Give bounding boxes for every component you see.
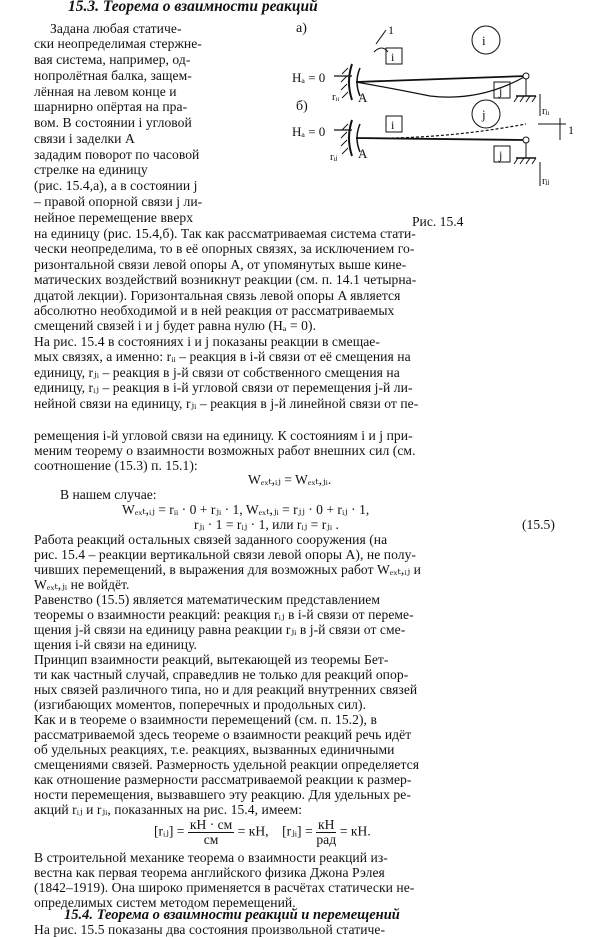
text-line: абсолютно необходимой и в ней реакция от рассматриваемых — [34, 303, 395, 318]
text-line: – правой опорной связи j ли- — [34, 194, 203, 209]
text-line: ризонтальной связи левой опоры A, от упомянутых выше кине- — [34, 257, 407, 272]
units-fraction-1 — [188, 818, 234, 847]
fig-i-box-a: i — [391, 50, 395, 64]
text-line: щения j-й связи на единицу равна реакции rⱼᵢ в j-й связи от сме- — [34, 622, 406, 637]
text-line: как отношение размерности рассматриваемой реакции к размер- — [34, 772, 412, 787]
section-heading-15-3: 15.3. Теорема о взаимности реакций — [68, 0, 318, 15]
text-line: соотношение (15.3) п. 15.1): — [34, 458, 198, 473]
text-line: об удельных реакциях, т.е. реакциях, вызванных единичными — [34, 742, 395, 757]
text-line: Wₑₓₜ,ⱼᵢ не войдёт. — [34, 577, 130, 592]
state-circle-i — [472, 26, 500, 54]
fig-state-i: i — [482, 33, 486, 48]
state-circle-j — [472, 100, 500, 128]
fraction-numerator: кН — [318, 817, 335, 832]
equation-work-equality: Wₑₓₜ,ᵢⱼ = Wₑₓₜ,ⱼᵢ. — [248, 472, 332, 487]
text-line: шарнирно опёртая на пра- — [34, 99, 188, 114]
units-equation — [154, 818, 371, 847]
figure-15-4 — [290, 16, 616, 230]
beam-a — [356, 76, 526, 82]
text-line: щения i-й связи на единицу. — [34, 637, 198, 652]
fig-state-j: j — [482, 107, 486, 122]
text-line: ных связей различного типа, но и для реакций внутренних связей — [34, 682, 418, 697]
fig-rjj: rⱼⱼ — [542, 175, 550, 187]
fig-rji: rⱼᵢ — [542, 105, 550, 117]
fig-label-A-a: A — [358, 90, 368, 105]
text-line: связи i заделки A — [34, 131, 135, 146]
fig-one-b: 1 — [568, 123, 574, 137]
text-line: дцатой лекции). Горизонтальная связь левой опоры A является — [34, 288, 401, 303]
fig-i-box-b: i — [391, 118, 395, 132]
text-line: На рис. 15.5 показаны два состояния произвольной статиче- — [34, 922, 386, 937]
text-line: ремещения i-й угловой связи на единицу. К состояниям i и j при- — [34, 428, 413, 443]
units-fraction-2 — [316, 818, 336, 847]
text-line: ски неопределимая стержне- — [34, 36, 202, 51]
text-line: вом. В состоянии i угловой — [34, 115, 192, 130]
text-line: единицу, rᵢⱼ – реакция в i-й угловой связи от перемещения j-й ли- — [34, 380, 413, 395]
text-line: смещений связей i и j будет равна нулю (Hₐ = 0). — [34, 318, 317, 333]
text-line: теоремы о взаимности реакций: реакция rᵢⱼ в i-й связи от переме- — [34, 607, 414, 622]
text-line: зададим поворот по часовой — [34, 147, 200, 162]
text-line: Равенство (15.5) является математическим представлением — [34, 592, 381, 607]
text-line: меним теорему о взаимности возможных работ внешних сил (см. — [34, 443, 416, 458]
text-line: смещениями связей. Размерность удельной реакции определяется — [34, 757, 420, 772]
text-line: вестна как первая теорема английского физика Джона Рэлея — [34, 865, 385, 880]
fig-j-box-b: j — [499, 148, 503, 162]
text-line: чески неопределима, то в её опорных связях, за исключением го- — [34, 241, 415, 256]
text-line: (1842–1919). Она широко применяется в расчётах статически не- — [34, 880, 415, 895]
fig-ha-label-a: Hₐ = 0 — [292, 70, 326, 85]
equation-works: Wₑₓₜ,ᵢⱼ = rᵢᵢ · 0 + rⱼᵢ · 1, Wₑₓₜ,ⱼᵢ = rⱼⱼ · 0 + rᵢⱼ · 1, — [122, 502, 370, 517]
units-result-2: = кН. — [339, 823, 371, 839]
text-line: лённая на левом конце и — [34, 84, 177, 99]
fig-label-a: а) — [296, 21, 307, 36]
text-line: Работа реакций остальных связей заданного сооружения (на — [34, 532, 388, 547]
units-rji-label: [rⱼᵢ] = — [282, 823, 313, 839]
fig-one-a: 1 — [388, 23, 394, 37]
text-line: (рис. 15.4,а), а в состоянии j — [34, 178, 198, 193]
text-line: (изгибающих моментов, поперечных и продольных сил). — [34, 697, 367, 712]
fig-j-box-a: j — [499, 84, 503, 98]
text-line: нейной связи на единицу, rⱼᵢ – реакция в j-й линейной связи от пе- — [34, 396, 419, 411]
text-line: матических воздействий возникнут реакции (см. п. 14.1 четырна- — [34, 272, 417, 287]
text-line: На рис. 15.4 в состояниях i и j показаны реакции в смещае- — [34, 334, 380, 349]
text-line: ти как частный случай, справедлив не только для реакций опор- — [34, 667, 409, 682]
text-line: Как и в теореме о взаимности перемещений (см. п. 15.2), в — [34, 712, 377, 727]
fig-label-b: б) — [296, 99, 308, 114]
units-rij-label: [rᵢⱼ] = — [154, 823, 185, 839]
text-line: рассматриваемой здесь теореме о взаимности реакций речь идёт — [34, 727, 412, 742]
equation-reciprocity: rⱼᵢ · 1 = rᵢⱼ · 1, или rᵢⱼ = rⱼᵢ . — [194, 517, 339, 532]
units-result-1: = кН, — [237, 823, 269, 839]
fraction-denominator: рад — [316, 832, 337, 847]
fraction-numerator: кН · см — [189, 817, 233, 832]
text-line: стрелке на единицу — [34, 162, 148, 177]
text-line: мых связях, а именно: rᵢᵢ – реакция в i-й связи от её смещения на — [34, 349, 411, 364]
equation-number: (15.5) — [522, 517, 555, 532]
in-our-case-label: В нашем случае: — [60, 487, 157, 502]
fig-label-A-b: A — [358, 146, 368, 161]
text-line: вая система, например, од- — [34, 52, 191, 67]
section-heading-15-4: 15.4. Теорема о взаимности реакций и перемещений — [64, 907, 400, 923]
pin-support-a — [514, 73, 536, 102]
text-line: нейное перемещение вверх — [34, 210, 194, 225]
text-line: ности перемещения, вызвавшего эту реакцию. Для удельных ре- — [34, 787, 411, 802]
fig-rij: rᵢⱼ — [330, 151, 338, 163]
text-line: единицу, rⱼᵢ – реакция в j-й связи от собственного смещения на — [34, 365, 400, 380]
text-line: Принцип взаимности реакций, вытекающей из теоремы Бет- — [34, 652, 389, 667]
text-line: акций rᵢⱼ и rⱼᵢ, показанных на рис. 15.4, имеем: — [34, 802, 303, 817]
fig-rii: rᵢᵢ — [332, 91, 340, 103]
text-line: чивших перемещений, в выражения для возможных работ Wₑₓₜ,ᵢⱼ и — [34, 562, 421, 577]
text-line: рис. 15.4 – реакции вертикальной связи левой опоры A), не полу- — [34, 547, 417, 562]
fraction-denominator: см — [203, 832, 219, 847]
rotation-line — [376, 30, 386, 44]
text-line: нопролётная балка, защем- — [34, 68, 192, 83]
deflected-beam-b — [356, 124, 526, 138]
fig-ha-label-b: Hₐ = 0 — [292, 124, 326, 139]
text-line: В строительной механике теорема о взаимности реакций из- — [34, 850, 388, 865]
text-line: Задана любая статиче- — [50, 21, 182, 36]
figure-caption: Рис. 15.4 — [412, 214, 464, 229]
text-line: на единицу (рис. 15.4,б). Так как рассматриваемая система стати- — [34, 226, 416, 241]
pin-support-b — [514, 137, 536, 164]
text-line: определимых систем методом перемещений. — [34, 895, 296, 910]
